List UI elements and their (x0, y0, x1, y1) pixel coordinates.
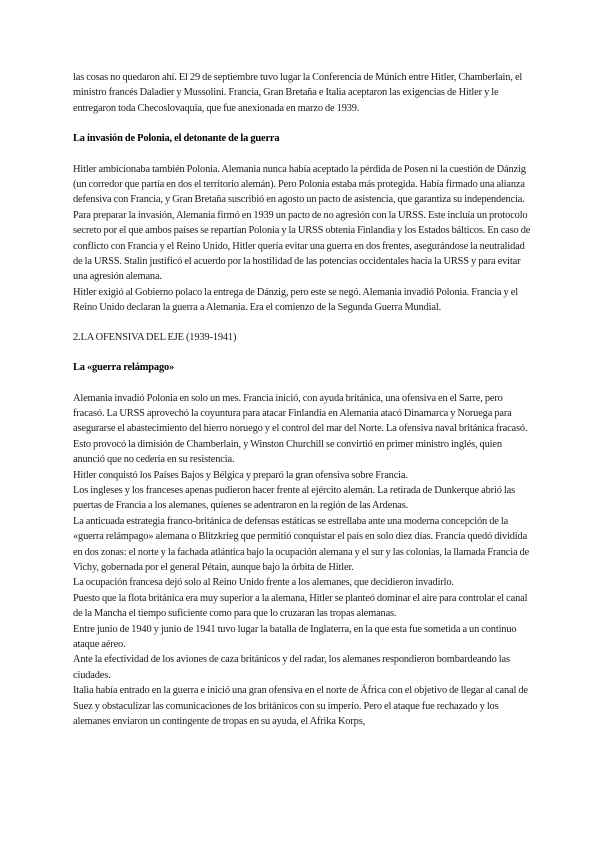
polonia-paragraph-1: Hitler ambicionaba también Polonia. Alemania nunca había aceptado la pérdida de Posen ni la cuestión de Dánzig (un corredor que partía en dos el territorio alemán). Pero Polonia estaba más protegida. Había firmado una alianza defensiva con Francia, y Gran Bretaña suscribió en agosto un pacto de asistencia, que garantiza su independencia. (73, 163, 526, 206)
guerra-relampago-heading: La «guerra relámpago» (73, 362, 175, 374)
polonia-paragraph-3: Hitler exigió al Gobierno polaco la entrega de Dánzig, pero este se negó. Alemania invadió Polonia. Francia y el Reino Unido declaran la guerra a Alemania. Era el comienzo de la Segunda Guerra Mundial. (73, 286, 518, 314)
guerra-paragraph-3: Hitler conquistó los Países Bajos y Bélgica y preparó la gran ofensiva sobre Francia. (73, 469, 408, 481)
guerra-paragraph-2: Esto provocó la dimisión de Chamberlain, y Winston Churchill se convirtió en primer ministro inglés, quien anunció que no cedería en su resistencia. (73, 438, 502, 466)
section-2-title: 2.LA OFENSIVA DEL EJE (1939-1941) (73, 331, 237, 343)
polonia-heading: La invasión de Polonia, el detonante de la guerra (73, 133, 280, 145)
guerra-paragraph-6: La ocupación francesa dejó solo al Reino Unido frente a los alemanes, que decidieron invadirlo. (73, 577, 454, 589)
guerra-paragraph-9: Ante la efectividad de los aviones de caza británicos y del radar, los alemanes respondieron bombardeando las ciudades. (73, 654, 510, 681)
guerra-paragraph-8: Entre junio de 1940 y junio de 1941 tuvo lugar la batalla de Inglaterra, en la que esta fue sometida a un continuo ataque aéreo. (73, 623, 517, 650)
guerra-paragraph-5: La anticuada estrategia franco-británica de defensas estáticas se estrellaba ante una moderna concepción de la «guerra relámpago» alemana o Blitzkrieg que permitió conquistar el país en solo diez días. Francia quedó dividida en dos zonas: el norte y la fachada atlántica bajo la ocupación alemana y el sur y las colonias, la llamada Francia de Vichy, gobernada por el general Pétain, aunque bajo la órbita de Hitler. (73, 515, 530, 573)
polonia-paragraph-2: Para preparar la invasión, Alemania firmó en 1939 un pacto de no agresión con la URSS. Este incluía un protocolo secreto por el que ambos países se repartían Polonia y la URSS obtenía Finlandia y los Estados bálticos. En caso de conflicto con Francia y el Reino Unido, Hitler quería evitar una guerra en dos frentes, asegurándose la neutralidad de la URSS. Stalin justificó el acuerdo por la hostilidad de las potencias occidentales hacia la URSS y para evitar una agresión alemana. (73, 209, 531, 283)
guerra-paragraph-4: Los ingleses y los franceses apenas pudieron hacer frente al ejército alemán. La retirada de Dunkerque abrió las puertas de Francia a los alemanes, quienes se adentraron en la región de las Ardenas. (73, 484, 516, 512)
intro-paragraph: las cosas no quedaron ahí. El 29 de septiembre tuvo lugar la Conferencia de Múnich entre Hitler, Chamberlain, el ministro francés Daladier y Mussolini. Francia, Gran Bretaña e Italia aceptaron las exigencias de Hitler y le entregaron toda Checoslovaquia, que fue anexionada en marzo de 1939. (73, 72, 523, 114)
guerra-paragraph-7: Puesto que la flota británica era muy superior a la alemana, Hitler se planteó dominar el aire para controlar el canal de la Mancha el tiempo suficiente como para que lo cruzaran las tropas alemanas. (73, 592, 528, 620)
guerra-paragraph-1: Alemania invadió Polonia en solo un mes. Francia inició, con ayuda británica, una ofensiva en el Sarre, pero fracasó. La URSS aprovechó la coyuntura para atacar Finlandia en Alemania atacó Dinamarca y Noruega para asegurarse el abastecimiento del hierro noruego y el control del mar del Norte. La ofensiva naval británica fracasó. (73, 392, 528, 435)
guerra-paragraph-10: Italia había entrado en la guerra e inició una gran ofensiva en el norte de África con el objetivo de llegar al canal de Suez y obstaculizar las comunicaciones de los británicos con su imperio. Pero el ataque fue rechazado y los alemanes enviaron un contingente de tropas en su ayuda, el Afrika Korps, (73, 685, 528, 728)
document-page (73, 70, 531, 729)
